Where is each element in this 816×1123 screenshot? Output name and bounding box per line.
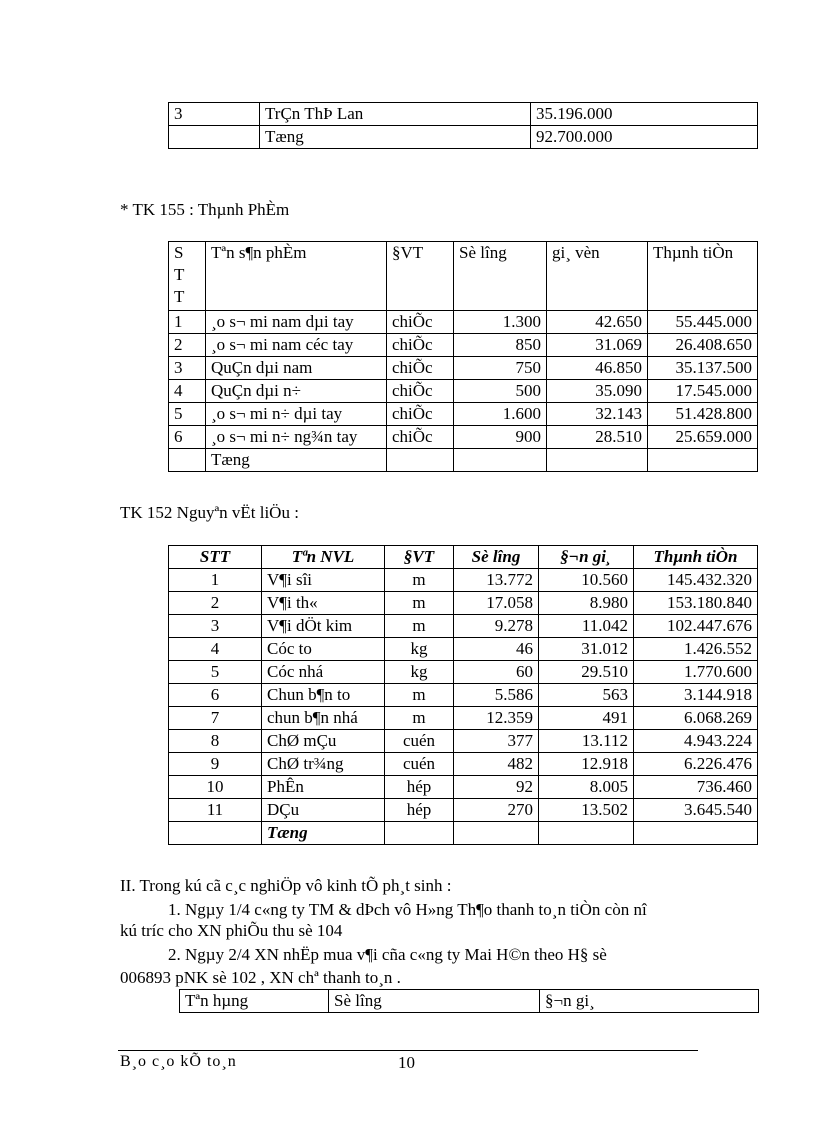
cell-unit bbox=[385, 822, 454, 845]
cell-unit: kg bbox=[385, 638, 454, 661]
cell-stt: 9 bbox=[169, 753, 262, 776]
cell-stt: 1 bbox=[169, 569, 262, 592]
cell-stt: 11 bbox=[169, 799, 262, 822]
cell-stt: 6 bbox=[169, 684, 262, 707]
cell-qty: 17.058 bbox=[454, 592, 539, 615]
cell-total: 35.137.500 bbox=[648, 357, 758, 380]
cell-stt: 1 bbox=[169, 311, 206, 334]
cell-stt: 2 bbox=[169, 592, 262, 615]
cell-name: ChØ mÇu bbox=[262, 730, 385, 753]
cell-qty bbox=[454, 449, 547, 472]
cell-total: 102.447.676 bbox=[634, 615, 758, 638]
cell-name: Tæng bbox=[262, 822, 385, 845]
cell-price: 35.090 bbox=[547, 380, 648, 403]
cell-qty: 9.278 bbox=[454, 615, 539, 638]
table-row bbox=[169, 684, 758, 707]
cell-price: 32.143 bbox=[547, 403, 648, 426]
cell-name: Chun b¶n to bbox=[262, 684, 385, 707]
table-header-row bbox=[169, 242, 758, 311]
header-name: Tªn NVL bbox=[262, 546, 385, 569]
header-price: gi¸ vèn bbox=[547, 242, 648, 311]
cell-unit: chiÕc bbox=[387, 380, 454, 403]
cell-stt: 5 bbox=[169, 403, 206, 426]
cell-amount: 35.196.000 bbox=[531, 103, 758, 126]
cell-name: Cóc nhá bbox=[262, 661, 385, 684]
table-row bbox=[169, 403, 758, 426]
table-row bbox=[169, 822, 758, 845]
cell-name: DÇu bbox=[262, 799, 385, 822]
cell-qty: 12.359 bbox=[454, 707, 539, 730]
cell-total: 1.426.552 bbox=[634, 638, 758, 661]
table-row bbox=[169, 776, 758, 799]
cell-unit: cuén bbox=[385, 753, 454, 776]
table-row bbox=[169, 426, 758, 449]
cell-stt bbox=[169, 126, 260, 149]
cell-price: 31.069 bbox=[547, 334, 648, 357]
cell-stt: 6 bbox=[169, 426, 206, 449]
cell-total: 17.545.000 bbox=[648, 380, 758, 403]
cell-name: QuÇn dµi n÷ bbox=[206, 380, 387, 403]
cell-name: Cóc to bbox=[262, 638, 385, 661]
table-header-row bbox=[169, 546, 758, 569]
table-row bbox=[169, 638, 758, 661]
cell-stt: 3 bbox=[169, 615, 262, 638]
cell-total: 3.144.918 bbox=[634, 684, 758, 707]
cell-price: 31.012 bbox=[539, 638, 634, 661]
cell-unit: hép bbox=[385, 799, 454, 822]
cell-qty: 500 bbox=[454, 380, 547, 403]
cell-unit: chiÕc bbox=[387, 334, 454, 357]
cell-name: V¶i th« bbox=[262, 592, 385, 615]
table-row bbox=[169, 569, 758, 592]
item2-line1: 2. Ngµy 2/4 XN nhËp mua v¶i cña c«ng ty Mai H©n theo H§ sè bbox=[168, 945, 607, 964]
cell-unit: m bbox=[385, 569, 454, 592]
cell-qty: 377 bbox=[454, 730, 539, 753]
footer-rule bbox=[118, 1050, 698, 1051]
cell-total: 25.659.000 bbox=[648, 426, 758, 449]
header-stt: STT bbox=[169, 546, 262, 569]
cell-name: ¸o s¬ mi nam céc tay bbox=[206, 334, 387, 357]
cell-unit: cuén bbox=[385, 730, 454, 753]
cell-name: TrÇn ThÞ Lan bbox=[260, 103, 531, 126]
cell-stt: 8 bbox=[169, 730, 262, 753]
cell-qty: 850 bbox=[454, 334, 547, 357]
cell-unit: chiÕc bbox=[387, 426, 454, 449]
table-row bbox=[169, 707, 758, 730]
table-row bbox=[169, 730, 758, 753]
cell-stt bbox=[169, 822, 262, 845]
cell-price bbox=[539, 822, 634, 845]
cell-unit: m bbox=[385, 615, 454, 638]
cell-stt: 2 bbox=[169, 334, 206, 357]
cell-total: 3.645.540 bbox=[634, 799, 758, 822]
table-row bbox=[169, 311, 758, 334]
cell-total: 6.068.269 bbox=[634, 707, 758, 730]
cell-name: QuÇn dµi nam bbox=[206, 357, 387, 380]
header-unit: §VT bbox=[387, 242, 454, 311]
cell-total: 4.943.224 bbox=[634, 730, 758, 753]
header-price: §¬n gi¸ bbox=[539, 546, 634, 569]
cell-unit: kg bbox=[385, 661, 454, 684]
cell-price: 13.502 bbox=[539, 799, 634, 822]
cell-price: 42.650 bbox=[547, 311, 648, 334]
cell-stt: 10 bbox=[169, 776, 262, 799]
table-tk155 bbox=[168, 241, 758, 472]
cell-total bbox=[648, 449, 758, 472]
cell-price: 8.005 bbox=[539, 776, 634, 799]
table-row bbox=[169, 449, 758, 472]
cell-price: 13.112 bbox=[539, 730, 634, 753]
cell-price: 8.980 bbox=[539, 592, 634, 615]
header-name: Tªn s¶n phÈm bbox=[206, 242, 387, 311]
cell-price: 12.918 bbox=[539, 753, 634, 776]
cell-total bbox=[634, 822, 758, 845]
cell-stt: 4 bbox=[169, 638, 262, 661]
cell-unit bbox=[387, 449, 454, 472]
cell-name: chun b¶n nhá bbox=[262, 707, 385, 730]
cell-price: 10.560 bbox=[539, 569, 634, 592]
cell-total: 6.226.476 bbox=[634, 753, 758, 776]
cell-qty bbox=[454, 822, 539, 845]
cell-stt: 7 bbox=[169, 707, 262, 730]
cell-price: 46.850 bbox=[547, 357, 648, 380]
cell-name: ¸o s¬ mi n÷ dµi tay bbox=[206, 403, 387, 426]
header-price: §¬n gi¸ bbox=[540, 990, 759, 1013]
cell-unit: hép bbox=[385, 776, 454, 799]
cell-total: 51.428.800 bbox=[648, 403, 758, 426]
cell-qty: 750 bbox=[454, 357, 547, 380]
cell-name: V¶i sîi bbox=[262, 569, 385, 592]
table-header-row bbox=[180, 990, 759, 1013]
cell-name: ChØ tr¾ng bbox=[262, 753, 385, 776]
header-total: Thµnh tiÒn bbox=[634, 546, 758, 569]
table-row bbox=[169, 753, 758, 776]
cell-name: ¸o s¬ mi n÷ ng¾n tay bbox=[206, 426, 387, 449]
cell-qty: 270 bbox=[454, 799, 539, 822]
cell-name: V¶i dÖt kim bbox=[262, 615, 385, 638]
cell-price: 491 bbox=[539, 707, 634, 730]
cell-total: 145.432.320 bbox=[634, 569, 758, 592]
cell-amount: 92.700.000 bbox=[531, 126, 758, 149]
section-ii-title: II. Trong kú cã c¸c nghiÖp vô kinh tÕ ph¸t sinh : bbox=[120, 876, 452, 895]
cell-qty: 60 bbox=[454, 661, 539, 684]
cell-total: 736.460 bbox=[634, 776, 758, 799]
cell-stt: 3 bbox=[169, 357, 206, 380]
table-row bbox=[169, 799, 758, 822]
table-row bbox=[169, 357, 758, 380]
header-qty: Sè lîng bbox=[454, 546, 539, 569]
header-total: Thµnh tiÒn bbox=[648, 242, 758, 311]
cell-qty: 92 bbox=[454, 776, 539, 799]
cell-stt: 3 bbox=[169, 103, 260, 126]
cell-name: Tæng bbox=[260, 126, 531, 149]
page-number: 10 bbox=[398, 1053, 415, 1072]
header-qty: Sè lîng bbox=[454, 242, 547, 311]
cell-price: 28.510 bbox=[547, 426, 648, 449]
cell-stt: 4 bbox=[169, 380, 206, 403]
cell-unit: chiÕc bbox=[387, 403, 454, 426]
table-top bbox=[168, 102, 758, 149]
cell-name: Tæng bbox=[206, 449, 387, 472]
table-row bbox=[169, 380, 758, 403]
table-row bbox=[169, 661, 758, 684]
item1-line2: kú tríc cho XN phiÕu thu sè 104 bbox=[120, 921, 343, 940]
table-goods bbox=[179, 989, 759, 1013]
cell-price: 29.510 bbox=[539, 661, 634, 684]
cell-name: ¸o s¬ mi nam dµi tay bbox=[206, 311, 387, 334]
cell-price: 11.042 bbox=[539, 615, 634, 638]
cell-qty: 482 bbox=[454, 753, 539, 776]
table-tk152 bbox=[168, 545, 758, 845]
cell-unit: chiÕc bbox=[387, 357, 454, 380]
header-stt: S T T bbox=[169, 242, 206, 311]
item2-line2: 006893 pNK sè 102 , XN chª thanh to¸n . bbox=[120, 968, 401, 987]
cell-stt: 5 bbox=[169, 661, 262, 684]
cell-total: 153.180.840 bbox=[634, 592, 758, 615]
cell-price bbox=[547, 449, 648, 472]
footer-title: B¸o c¸o kÕ to¸n bbox=[120, 1053, 237, 1070]
table-row bbox=[169, 126, 758, 149]
cell-unit: chiÕc bbox=[387, 311, 454, 334]
section-title-tk152: TK 152 Nguyªn vËt liÖu : bbox=[120, 503, 299, 522]
header-name: Tªn hµng bbox=[180, 990, 329, 1013]
section-title-tk155: * TK 155 : Thµnh PhÈm bbox=[120, 200, 290, 219]
header-unit: §VT bbox=[385, 546, 454, 569]
item1-line1: 1. Ngµy 1/4 c«ng ty TM & dÞch vô H»ng Th¶o thanh to¸n tiÒn còn nî bbox=[168, 900, 647, 919]
cell-total: 55.445.000 bbox=[648, 311, 758, 334]
cell-unit: m bbox=[385, 684, 454, 707]
cell-price: 563 bbox=[539, 684, 634, 707]
table-row bbox=[169, 334, 758, 357]
table-row bbox=[169, 615, 758, 638]
cell-stt bbox=[169, 449, 206, 472]
cell-qty: 1.600 bbox=[454, 403, 547, 426]
cell-qty: 46 bbox=[454, 638, 539, 661]
cell-total: 1.770.600 bbox=[634, 661, 758, 684]
cell-qty: 13.772 bbox=[454, 569, 539, 592]
cell-qty: 1.300 bbox=[454, 311, 547, 334]
cell-unit: m bbox=[385, 707, 454, 730]
table-row bbox=[169, 103, 758, 126]
cell-qty: 900 bbox=[454, 426, 547, 449]
header-qty: Sè lîng bbox=[329, 990, 540, 1013]
cell-qty: 5.586 bbox=[454, 684, 539, 707]
table-row bbox=[169, 592, 758, 615]
cell-total: 26.408.650 bbox=[648, 334, 758, 357]
cell-unit: m bbox=[385, 592, 454, 615]
cell-name: PhÊn bbox=[262, 776, 385, 799]
